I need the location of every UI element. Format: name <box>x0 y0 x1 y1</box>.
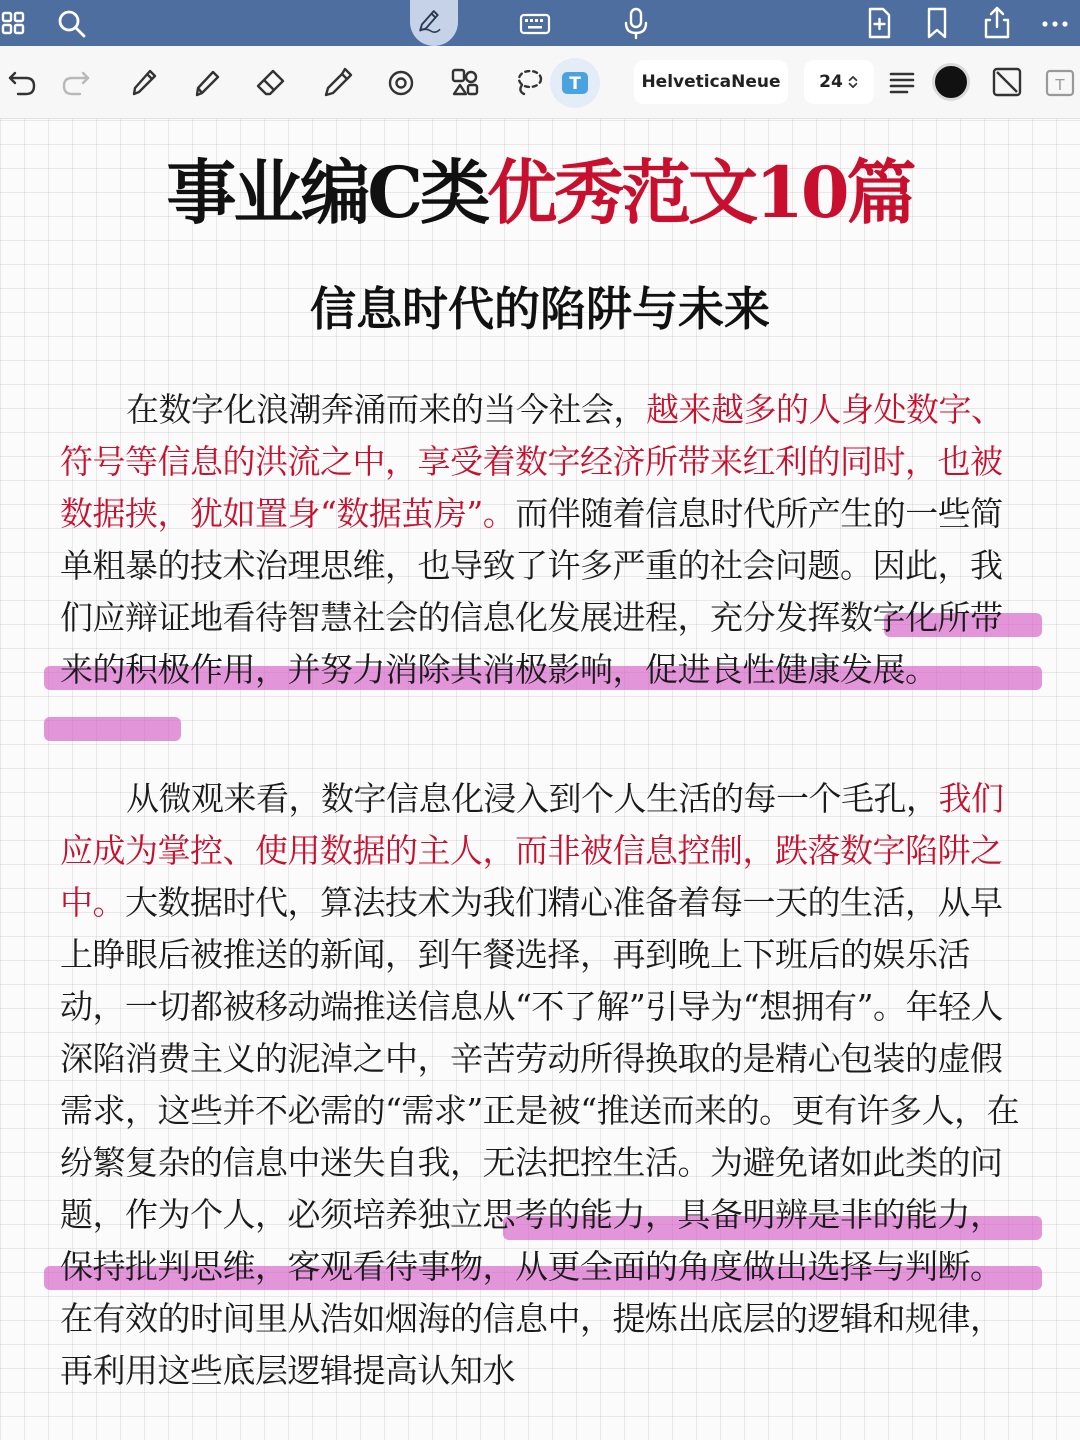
microphone-icon[interactable] <box>617 4 655 42</box>
svg-text:T: T <box>1055 76 1065 94</box>
lasso-icon[interactable] <box>510 63 548 101</box>
pencil-icon[interactable] <box>188 63 226 101</box>
keyboard-icon[interactable] <box>516 4 554 42</box>
shapes-icon[interactable] <box>382 63 420 101</box>
top-app-bar <box>0 0 1080 46</box>
pen-mode-button[interactable] <box>410 0 458 46</box>
essay-title: 信息时代的陷阱与未来 <box>310 282 770 336</box>
paragraph-1 <box>60 384 1025 696</box>
paragraph-2 <box>60 773 1025 1397</box>
redo-icon[interactable] <box>58 63 96 101</box>
pen-icon[interactable] <box>124 63 162 101</box>
para1-text-2: 而伴随着信息时代所产生的一些简单粗暴的技术治理思维，也导致了许多严重的社会问题。因此，我们应辩证地看待智慧社会的信息化发展进程， <box>60 494 1003 637</box>
stepper-chevrons-icon <box>847 73 859 91</box>
font-family-label: HelveticaNeue <box>641 72 781 92</box>
para2-highlighted-text: 作为个人，必须培养独立思考的能力，具备明辨是非的能力，保持批判思维，客观看待事物，从更 <box>60 1195 1003 1286</box>
para1-text-1: 在数字化浪潮奔涌而来的当今社会， <box>126 390 646 429</box>
add-page-icon[interactable] <box>860 4 898 42</box>
undo-icon[interactable] <box>2 63 40 101</box>
para1-red-text: 越来越多的人身处数字、符号等信息的洪流之中，享受着数字经济所带来红利的同时，也被数据挟，犹如置身“数据茧房”。 <box>60 390 1004 533</box>
pen-mode-icon <box>410 0 448 38</box>
text-tool-button[interactable] <box>550 58 600 108</box>
elements-icon[interactable] <box>446 63 484 101</box>
title-black-part: 事业编C类 <box>166 151 488 234</box>
font-family-selector[interactable] <box>634 60 788 104</box>
highlight-stroke <box>44 717 181 741</box>
svg-text:T: T <box>569 74 581 94</box>
font-size-selector[interactable] <box>804 60 874 104</box>
grid-icon[interactable] <box>0 4 38 42</box>
search-icon[interactable] <box>52 4 90 42</box>
para2-text-3: 全面的角度做出选择与判断。在有效的时间里从浩如烟海的信息中，提炼出底层的逻辑和规律，再利用这些底层逻辑提高认知水 <box>60 1247 1003 1390</box>
para2-text-2: 大数据时代，算法技术为我们精心准备着每一天的生活，从早上睁眼后被推送的新闻，到午餐选择，再到晚上下班后的娱乐活动，一切都被移动端推送信息从“不了解”引导为“想拥有”。年轻人深陷消费主义的泥淖之中，辛苦劳动所得换取的是精心包装的虚假需求，这些并不必需的“需求”正是被“推送而来的。更有许多人，在纷繁复杂的信息中迷失自我，无法把控生活。为避免诸如此类的问题， <box>60 883 1020 1234</box>
text-color-swatch[interactable] <box>932 63 970 101</box>
text-tool-icon <box>550 58 600 108</box>
title-red-part: 优秀范文10篇 <box>487 151 914 234</box>
share-icon[interactable] <box>978 4 1016 42</box>
drawing-toolbar <box>0 46 1080 119</box>
document-title <box>0 148 1080 238</box>
font-size-label: 24 <box>819 72 843 92</box>
text-background-icon[interactable] <box>988 63 1026 101</box>
para2-text-1: 从微观来看，数字信息化浸入到个人生活的每一个毛孔， <box>126 779 939 818</box>
more-icon[interactable] <box>1036 4 1074 42</box>
highlighter-icon[interactable] <box>318 63 356 101</box>
align-text-icon[interactable] <box>883 63 921 101</box>
text-style-icon[interactable] <box>1042 63 1080 101</box>
bookmark-icon[interactable] <box>918 4 956 42</box>
para2-red-text: 我们应成为掌控、使用数据的主人，而非被信息控制，跌落数字陷阱之中。 <box>60 779 1004 922</box>
para1-highlighted-text: 充分发挥数字化所带来的积极作用，并努力消除其消极影响，促进良性健康发展。 <box>60 598 1003 689</box>
eraser-icon[interactable] <box>252 63 290 101</box>
